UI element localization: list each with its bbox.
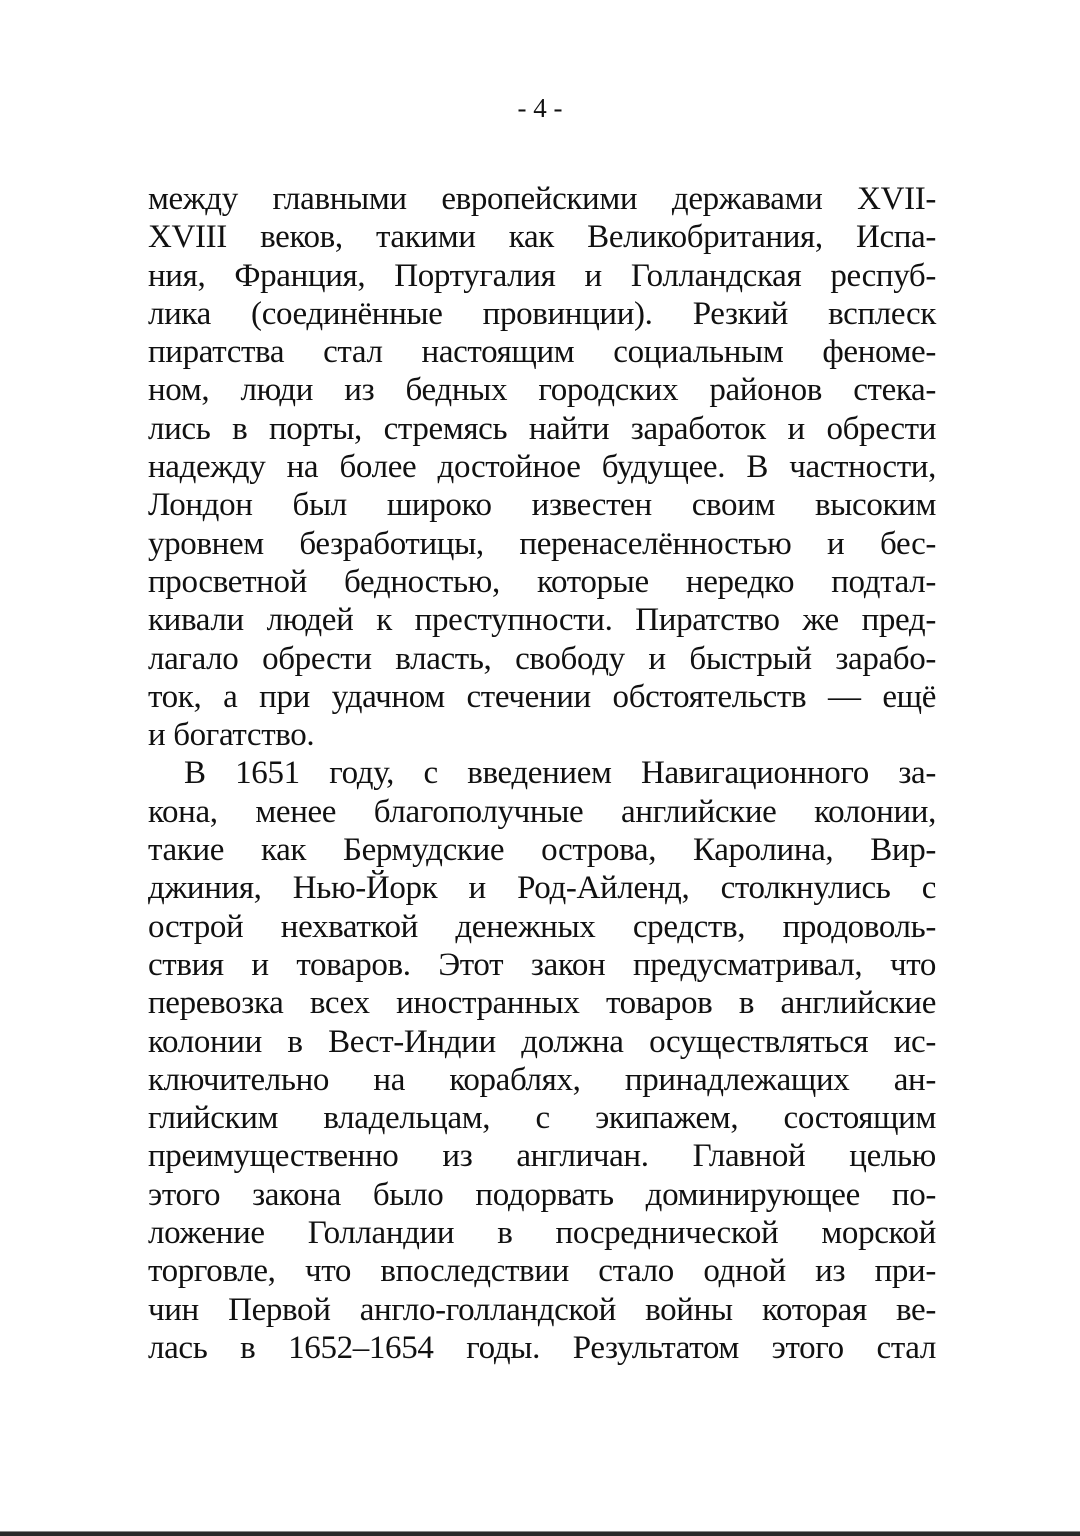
text-line: ключительно на кораблях, принадлежащих ан- [148, 1061, 936, 1098]
text-line: пиратства стал настоящим социальным феноме- [148, 334, 936, 371]
text-line: кона, менее благополучные английские колонии, [148, 793, 936, 830]
text-line: торговле, что впоследствии стало одной из при- [148, 1253, 936, 1290]
body-text [148, 180, 936, 1367]
bottom-bar [0, 1532, 1080, 1536]
text-line: такие как Бермудские острова, Каролина, Вир- [148, 832, 936, 869]
text-line: лись в порты, стремясь найти заработок и обрести [148, 410, 936, 447]
paragraph-2 [148, 754, 936, 1367]
text-line: кивали людей к преступности. Пиратство же пред- [148, 602, 936, 639]
text-line: чин Первой англо-голландской войны которая ве- [148, 1291, 936, 1328]
page-number: - 4 - [517, 93, 563, 123]
text-line: ложение Голландии в посреднической морской [148, 1215, 936, 1252]
text-line: В 1651 году, с введением Навигационного за- [184, 755, 936, 792]
text-line: джиния, Нью-Йорк и Род-Айленд, столкнулись с [148, 870, 936, 907]
text-line: лась в 1652–1654 годы. Результатом этого стал [148, 1329, 936, 1366]
text-line: перевозка всех иностранных товаров в английские [148, 985, 936, 1022]
text-line: глийским владельцам, с экипажем, состоящим [148, 1100, 936, 1137]
text-line: надежду на более достойное будущее. В частности, [148, 449, 936, 486]
text-line: ствия и товаров. Этот закон предусматривал, что [148, 946, 936, 983]
text-line: лика (соединённые провинции). Резкий всплеск [148, 295, 936, 332]
text-line: лагало обрести власть, свободу и быстрый зарабо- [148, 640, 936, 677]
text-line: ном, люди из бедных городских районов стека- [148, 372, 936, 409]
text-line: XVIII веков, такими как Великобритания, Испа- [148, 219, 936, 256]
text-line: ток, а при удачном стечении обстоятельств — ещё [148, 678, 936, 715]
text-line: между главными европейскими державами XVII- [148, 181, 936, 217]
text-line: острой нехваткой денежных средств, продоволь- [148, 908, 936, 945]
text-line: преимущественно из англичан. Главной целью [148, 1138, 936, 1175]
text-line: уровнем безработицы, перенаселённостью и бес- [148, 525, 936, 562]
paragraph-1 [148, 180, 936, 754]
text-line: просветной бедностью, которые нередко подтал- [148, 563, 936, 600]
text-line: Лондон был широко известен своим высоким [148, 487, 936, 524]
text-line: и богатство. [148, 717, 315, 754]
text-line: колонии в Вест-Индии должна осуществляться ис- [148, 1023, 936, 1060]
text-line: ния, Франция, Португалия и Голландская респуб- [148, 257, 936, 294]
text-line: этого закона было подорвать доминирующее по- [148, 1176, 936, 1213]
